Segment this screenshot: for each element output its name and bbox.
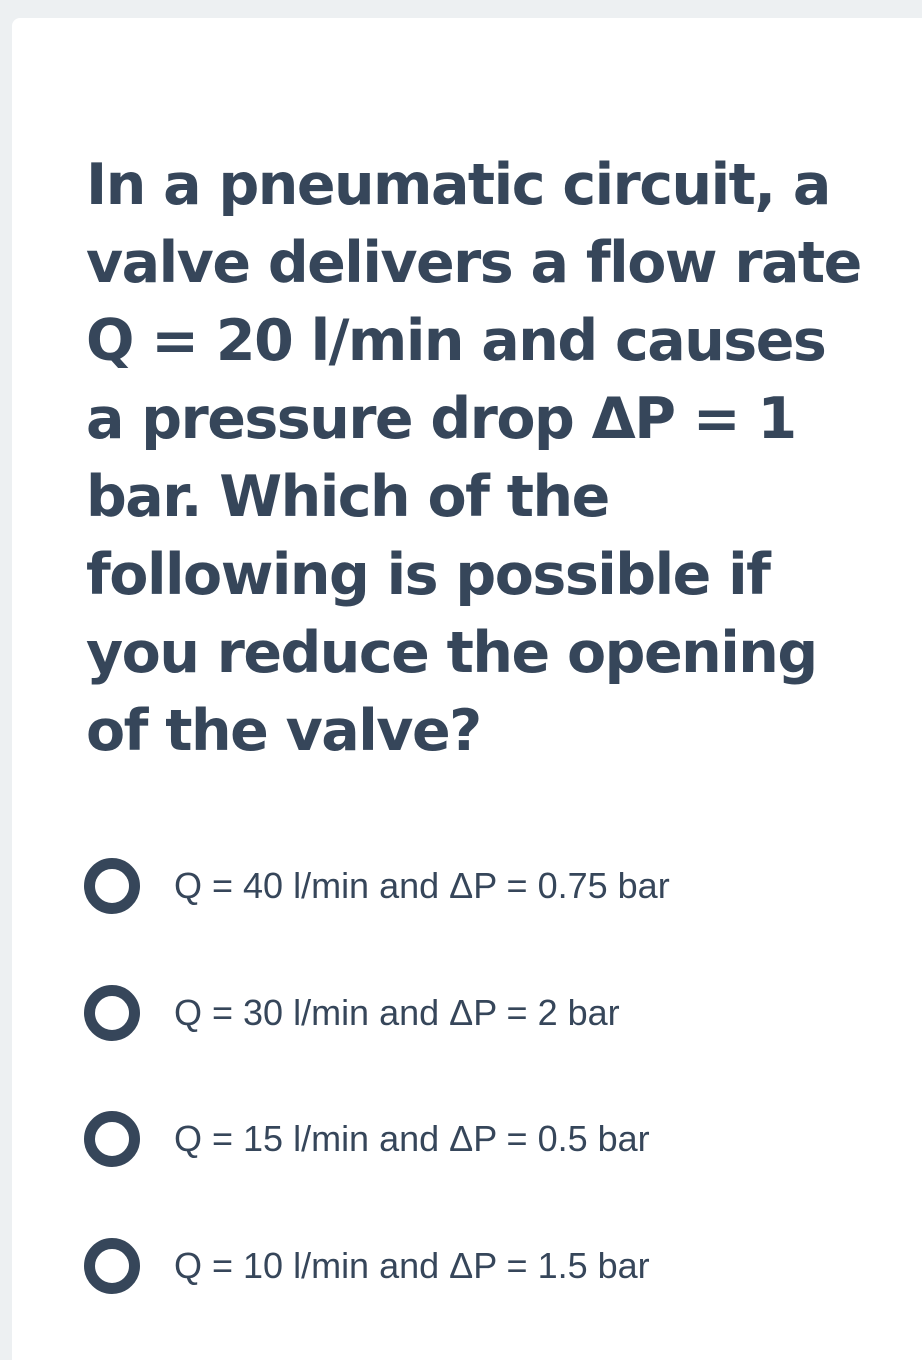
answer-option-1[interactable]: [84, 840, 904, 932]
answer-option-label: Q = 30 l/min and ΔP = 2 bar: [174, 991, 620, 1033]
answer-option-2[interactable]: [84, 967, 904, 1059]
radio-unchecked-icon[interactable]: [84, 985, 140, 1041]
radio-unchecked-icon[interactable]: [84, 1238, 140, 1294]
answer-option-label: Q = 15 l/min and ΔP = 0.5 bar: [174, 1118, 650, 1160]
answer-option-4[interactable]: [84, 1220, 904, 1312]
question-text: In a pneumatic circuit, a valve delivers a flow rate Q = 20 l/min and causes a pressure drop ΔP = 1 bar. Which of the following is possible if you reduce the opening of the valve?: [86, 152, 861, 764]
answer-option-label: Q = 10 l/min and ΔP = 1.5 bar: [174, 1245, 650, 1287]
question-card: [12, 18, 922, 1360]
answer-option-3[interactable]: [84, 1093, 904, 1185]
radio-unchecked-icon[interactable]: [84, 858, 140, 914]
answer-option-label: Q = 40 l/min and ΔP = 0.75 bar: [174, 865, 670, 906]
radio-unchecked-icon[interactable]: [84, 1111, 140, 1167]
answer-options: [84, 840, 904, 1347]
